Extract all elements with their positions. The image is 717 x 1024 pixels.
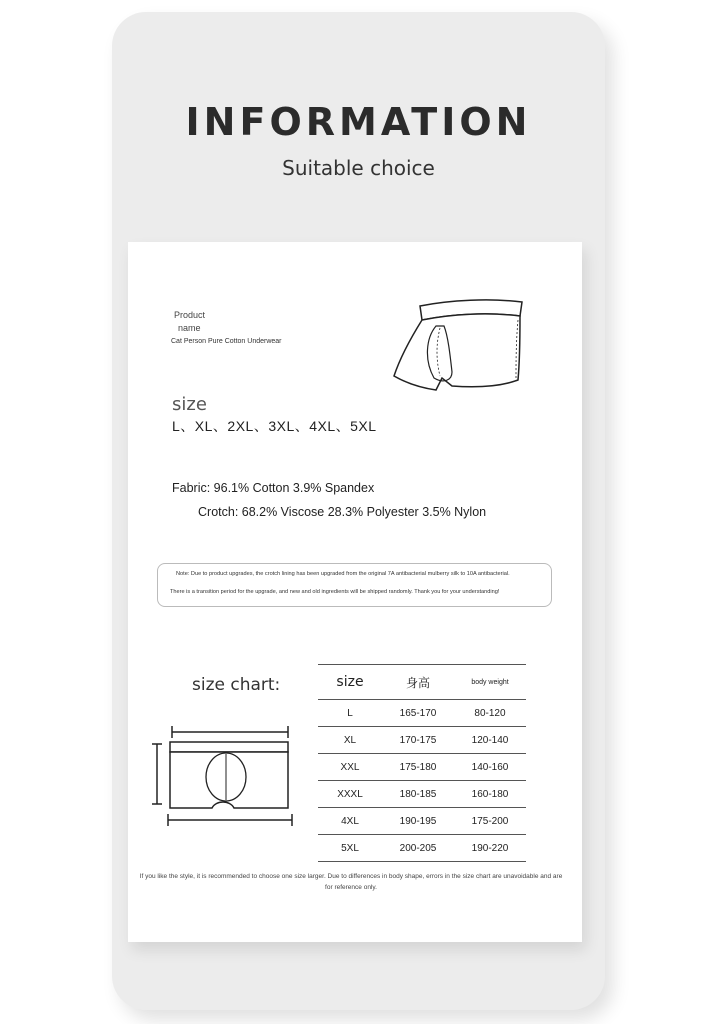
note-box xyxy=(157,563,552,607)
product-name-label xyxy=(174,309,205,335)
table-row xyxy=(318,808,526,835)
cell-weight: 140-160 xyxy=(454,754,526,781)
cell-height: 200-205 xyxy=(382,835,454,862)
cell-height: 190-195 xyxy=(382,808,454,835)
cell-size: XXXL xyxy=(318,781,382,808)
cell-size: XXL xyxy=(318,754,382,781)
cell-height: 175-180 xyxy=(382,754,454,781)
cell-weight: 80-120 xyxy=(454,700,526,727)
size-chart-header-row xyxy=(318,665,526,700)
cell-size: 4XL xyxy=(318,808,382,835)
cell-height: 180-185 xyxy=(382,781,454,808)
table-row xyxy=(318,835,526,862)
size-values: L、XL、2XL、3XL、4XL、5XL xyxy=(172,418,377,434)
cell-weight: 175-200 xyxy=(454,808,526,835)
product-name-value: Cat Person Pure Cotton Underwear xyxy=(171,338,282,345)
size-footnote: If you like the style, it is recommended to choose one size larger. Due to differences in body shape, errors in the size chart are unavoidable and are for reference only. xyxy=(139,873,563,891)
cell-weight: 120-140 xyxy=(454,727,526,754)
header-weight: body weight xyxy=(454,665,526,700)
cell-height: 170-175 xyxy=(382,727,454,754)
product-name-label-line1: Product xyxy=(174,310,206,320)
cell-size: L xyxy=(318,700,382,727)
note-line-1: Note: Due to product upgrades, the crotch lining has been upgraded from the original 7A antibacterial mulberry silk to 10A antibacterial. xyxy=(176,571,510,577)
page-subtitle: Suitable choice xyxy=(282,156,435,180)
cell-size: 5XL xyxy=(318,835,382,862)
table-row xyxy=(318,727,526,754)
cell-height: 165-170 xyxy=(382,700,454,727)
header-height: 身高 xyxy=(382,665,454,700)
table-row xyxy=(318,754,526,781)
note-line-2: There is a transition period for the upgrade, and new and old ingredients will be shipped randomly. Thank you for your understanding! xyxy=(170,589,500,595)
page-title: INFORMATION xyxy=(185,100,532,144)
size-label: size xyxy=(172,394,207,415)
table-row xyxy=(318,781,526,808)
size-chart-table xyxy=(318,664,526,862)
cell-weight: 190-220 xyxy=(454,835,526,862)
underwear-illustration xyxy=(390,296,530,396)
crotch-composition: Crotch: 68.2% Viscose 28.3% Polyester 3.5% Nylon xyxy=(198,505,487,519)
header-size: size xyxy=(318,665,382,700)
cell-size: XL xyxy=(318,727,382,754)
fabric-composition: Fabric: 96.1% Cotton 3.9% Spandex xyxy=(172,481,375,495)
size-chart-label: size chart: xyxy=(192,675,281,695)
table-row xyxy=(318,700,526,727)
size-diagram xyxy=(148,722,298,828)
cell-weight: 160-180 xyxy=(454,781,526,808)
product-name-label-line2: name xyxy=(178,323,201,333)
